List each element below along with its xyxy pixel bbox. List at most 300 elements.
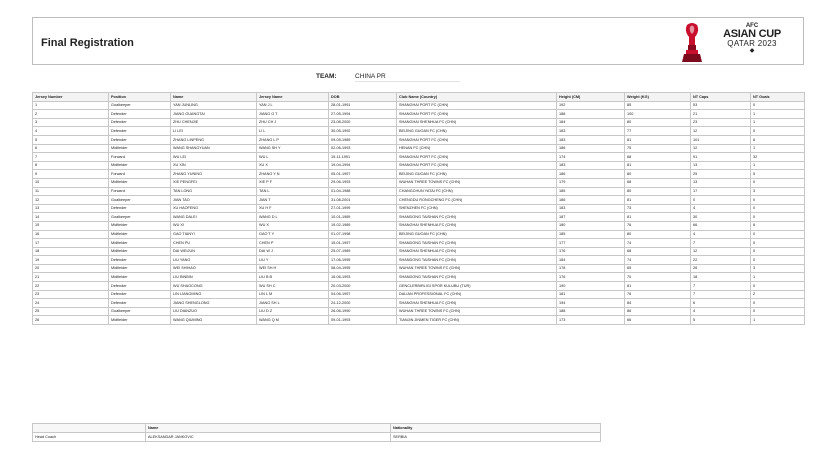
table-cell: 0 bbox=[751, 282, 805, 291]
table-cell: 188 bbox=[557, 307, 625, 316]
table-cell: CHANGCHUN YATAI FC (CHN) bbox=[397, 187, 557, 196]
table-row bbox=[33, 316, 805, 325]
table-cell: 0 bbox=[751, 196, 805, 205]
table-cell: WU X bbox=[257, 221, 329, 230]
table-cell: 09-01-1993 bbox=[329, 316, 397, 325]
table-cell: WANG D L bbox=[257, 213, 329, 222]
logo-line2: QATAR 2023 bbox=[727, 39, 777, 48]
table-cell: XU X bbox=[257, 161, 329, 170]
table-cell: 1 bbox=[751, 316, 805, 325]
table-cell: 1 bbox=[751, 273, 805, 282]
table-cell: YAN J L bbox=[257, 101, 329, 110]
table-cell: SHANDONG TAISHAN FC (CHN) bbox=[397, 273, 557, 282]
coach-cell: ALEKSANDAR JANKOVIC bbox=[146, 433, 391, 442]
table-cell: 4 bbox=[691, 204, 751, 213]
table-cell: 0 bbox=[751, 230, 805, 239]
table-cell: XU HAOFENG bbox=[171, 204, 257, 213]
table-row bbox=[33, 256, 805, 265]
table-cell: 77 bbox=[625, 127, 691, 136]
table-cell: 9 bbox=[33, 170, 109, 179]
table-cell: 184 bbox=[557, 118, 625, 127]
table-cell: 185 bbox=[557, 187, 625, 196]
table-cell: 19-02-1989 bbox=[329, 221, 397, 230]
table-cell: 10 bbox=[33, 178, 109, 187]
table-cell: 6 bbox=[33, 144, 109, 153]
table-cell: Defender bbox=[109, 256, 171, 265]
table-cell: 74 bbox=[625, 239, 691, 248]
table-cell: DAI WEIJUN bbox=[171, 247, 257, 256]
table-cell: Midfielder bbox=[109, 239, 171, 248]
table-row bbox=[33, 110, 805, 119]
table-cell: 16 bbox=[33, 230, 109, 239]
table-cell: 21 bbox=[33, 273, 109, 282]
table-row bbox=[33, 127, 805, 136]
logo-line1: ASIAN CUP bbox=[723, 28, 781, 40]
table-cell: JIAN TAO bbox=[171, 196, 257, 205]
table-cell: SHANGHAI PORT FC (CHN) bbox=[397, 153, 557, 162]
table-cell: WEI SH H bbox=[257, 264, 329, 273]
table-cell: LIU Y bbox=[257, 256, 329, 265]
table-cell: SHENZHEN FC (CHN) bbox=[397, 204, 557, 213]
table-cell: 80 bbox=[625, 170, 691, 179]
registration-table bbox=[32, 92, 805, 325]
table-cell: 81 bbox=[625, 161, 691, 170]
table-cell: 173 bbox=[557, 316, 625, 325]
table-row bbox=[33, 101, 805, 110]
table-cell: 73 bbox=[625, 204, 691, 213]
table-cell: LIN L M bbox=[257, 290, 329, 299]
table-cell: 81 bbox=[625, 135, 691, 144]
team-row bbox=[0, 73, 835, 85]
table-cell: TIANJIN JINMEN TIGER FC (CHN) bbox=[397, 316, 557, 325]
table-row bbox=[33, 187, 805, 196]
table-cell: 1 bbox=[751, 144, 805, 153]
coach-column-header: Nationality bbox=[391, 424, 601, 433]
table-row bbox=[33, 135, 805, 144]
table-cell: 7 bbox=[33, 153, 109, 162]
table-cell: 183 bbox=[557, 204, 625, 213]
table-cell: WU LEI bbox=[171, 153, 257, 162]
table-cell: TAN LONG bbox=[171, 187, 257, 196]
table-cell: 179 bbox=[557, 178, 625, 187]
table-cell: 12 bbox=[33, 196, 109, 205]
table-cell: 84 bbox=[625, 299, 691, 308]
table-cell: 0 bbox=[751, 213, 805, 222]
column-header: NT Caps bbox=[691, 93, 751, 102]
coach-column-header bbox=[33, 424, 146, 433]
table-cell: BEIJING GUOAN FC (CHN) bbox=[397, 127, 557, 136]
coach-header-row bbox=[33, 424, 601, 433]
table-cell: 180 bbox=[557, 221, 625, 230]
table-cell: 186 bbox=[557, 170, 625, 179]
table-cell: WANG SHANGYUAN bbox=[171, 144, 257, 153]
table-cell: WANG Q M bbox=[257, 316, 329, 325]
table-cell: 12 bbox=[691, 144, 751, 153]
table-cell: 05-01-1997 bbox=[329, 170, 397, 179]
table-cell: 5 bbox=[33, 135, 109, 144]
table-cell: 20 bbox=[33, 264, 109, 273]
table-cell: GAO T Y bbox=[257, 230, 329, 239]
table-cell: 75 bbox=[625, 144, 691, 153]
column-header: Jersey Number bbox=[33, 93, 109, 102]
column-header: Jersey Name bbox=[257, 93, 329, 102]
table-cell: Goalkeeper bbox=[109, 101, 171, 110]
table-cell: 26 bbox=[691, 264, 751, 273]
table-cell: BEIJING GUOAN FC (CHN) bbox=[397, 230, 557, 239]
table-cell: WU SH C bbox=[257, 282, 329, 291]
table-cell: 19 bbox=[33, 256, 109, 265]
table-cell: 186 bbox=[557, 144, 625, 153]
table-cell: 23-08-2000 bbox=[329, 118, 397, 127]
table-cell: 17 bbox=[691, 187, 751, 196]
table-cell: Defender bbox=[109, 299, 171, 308]
table-cell: 08-04-1995 bbox=[329, 264, 397, 273]
table-cell: 3 bbox=[33, 118, 109, 127]
table-cell: XIE P F bbox=[257, 178, 329, 187]
table-row bbox=[33, 247, 805, 256]
table-cell: 74 bbox=[625, 256, 691, 265]
table-row bbox=[33, 153, 805, 162]
team-label: TEAM: bbox=[316, 73, 337, 80]
table-cell: LIU DIANZUO bbox=[171, 307, 257, 316]
table-cell: WANG QIUMING bbox=[171, 316, 257, 325]
table-cell: 68 bbox=[625, 178, 691, 187]
table-cell: 27-01-1999 bbox=[329, 204, 397, 213]
table-cell: 28-01-1991 bbox=[329, 101, 397, 110]
table-cell: 4 bbox=[33, 127, 109, 136]
table-cell: Midfielder bbox=[109, 273, 171, 282]
table-cell: 0 bbox=[751, 299, 805, 308]
table-cell: 0 bbox=[751, 178, 805, 187]
table-cell: 02-06-1993 bbox=[329, 144, 397, 153]
table-cell: 0 bbox=[751, 247, 805, 256]
table-cell: WU L bbox=[257, 153, 329, 162]
table-row bbox=[33, 273, 805, 282]
table-cell: 15-01-1997 bbox=[329, 239, 397, 248]
table-cell: SHANDONG TAISHAN FC (CHN) bbox=[397, 239, 557, 248]
table-cell: 23 bbox=[33, 290, 109, 299]
table-cell: LI LEI bbox=[171, 127, 257, 136]
table-cell: 183 bbox=[557, 135, 625, 144]
table-cell: Defender bbox=[109, 290, 171, 299]
table-cell: 0 bbox=[751, 256, 805, 265]
table-cell: 30-05-1992 bbox=[329, 127, 397, 136]
table-cell: JIANG SHENGLONG bbox=[171, 299, 257, 308]
table-cell: 183 bbox=[557, 127, 625, 136]
table-cell: Forward bbox=[109, 187, 171, 196]
table-cell: XIE PENGFEI bbox=[171, 178, 257, 187]
table-cell: 188 bbox=[557, 110, 625, 119]
table-cell: 13 bbox=[33, 204, 109, 213]
table-cell: 16-06-1993 bbox=[329, 273, 397, 282]
table-cell: 14 bbox=[33, 213, 109, 222]
table-cell: Forward bbox=[109, 170, 171, 179]
table-cell: JIANG SH L bbox=[257, 299, 329, 308]
table-cell: 12 bbox=[691, 127, 751, 136]
column-header: NT Goals bbox=[751, 93, 805, 102]
table-cell: 5 bbox=[751, 170, 805, 179]
table-cell: 20-03-2000 bbox=[329, 282, 397, 291]
table-cell: WUHAN THREE TOWNS FC (CHN) bbox=[397, 264, 557, 273]
table-cell: WEI SHIHAO bbox=[171, 264, 257, 273]
table-cell: 09-05-1989 bbox=[329, 135, 397, 144]
column-header: Position bbox=[109, 93, 171, 102]
table-row bbox=[33, 230, 805, 239]
table-cell: 101 bbox=[691, 135, 751, 144]
table-cell: 176 bbox=[557, 273, 625, 282]
logo-org: AFC bbox=[745, 23, 759, 29]
coach-column-header: Name bbox=[146, 424, 391, 433]
table-cell: 7 bbox=[691, 282, 751, 291]
table-cell: JIANG G T bbox=[257, 110, 329, 119]
table-cell: GAO TIANYI bbox=[171, 230, 257, 239]
table-cell: ZHU CH J bbox=[257, 118, 329, 127]
table-cell: XU H F bbox=[257, 204, 329, 213]
table-cell: WUHAN THREE TOWNS FC (CHN) bbox=[397, 178, 557, 187]
table-cell: 25-07-1989 bbox=[329, 247, 397, 256]
table-cell: 85 bbox=[625, 101, 691, 110]
table-cell: SHANGHAI PORT FC (CHN) bbox=[397, 161, 557, 170]
table-cell: 7 bbox=[691, 290, 751, 299]
afc-asian-cup-logo bbox=[681, 21, 799, 63]
table-cell: LIN LIANGMING bbox=[171, 290, 257, 299]
table-cell: 18 bbox=[33, 247, 109, 256]
table-cell: Midfielder bbox=[109, 247, 171, 256]
table-cell: Midfielder bbox=[109, 221, 171, 230]
team-value: CHINA PR bbox=[355, 73, 460, 82]
table-cell: 65 bbox=[625, 264, 691, 273]
table-cell: SHANGHAI SHENHUA FC (CHN) bbox=[397, 247, 557, 256]
coach-row bbox=[33, 433, 601, 442]
trophy-icon bbox=[681, 21, 703, 63]
table-cell: 100 bbox=[625, 110, 691, 119]
table-cell: 0 bbox=[751, 127, 805, 136]
table-cell: 80 bbox=[625, 118, 691, 127]
column-header: Club Name (Country) bbox=[397, 93, 557, 102]
table-row bbox=[33, 178, 805, 187]
table-cell: HENAN FC (CHN) bbox=[397, 144, 557, 153]
table-cell: 76 bbox=[625, 221, 691, 230]
table-cell: 0 bbox=[751, 239, 805, 248]
table-cell: 185 bbox=[557, 230, 625, 239]
table-cell: 25 bbox=[33, 307, 109, 316]
table-cell: 68 bbox=[625, 247, 691, 256]
table-cell: 15 bbox=[33, 221, 109, 230]
table-body bbox=[33, 101, 805, 324]
table-cell: 30 bbox=[691, 213, 751, 222]
table-cell: Defender bbox=[109, 118, 171, 127]
table-cell: XU XIN bbox=[171, 161, 257, 170]
table-row bbox=[33, 196, 805, 205]
table-cell: 70 bbox=[625, 273, 691, 282]
coach-table bbox=[32, 423, 601, 442]
table-cell: 0 bbox=[751, 204, 805, 213]
table-cell: 0 bbox=[691, 196, 751, 205]
table-cell: CHEN P bbox=[257, 239, 329, 248]
table-cell: 24-12-2000 bbox=[329, 299, 397, 308]
table-cell: 24 bbox=[33, 299, 109, 308]
table-cell: Goalkeeper bbox=[109, 196, 171, 205]
table-cell: 22 bbox=[691, 256, 751, 265]
table-cell: WUHAN THREE TOWNS FC (CHN) bbox=[397, 307, 557, 316]
table-cell: 53 bbox=[691, 101, 751, 110]
table-cell: ZHU CHENJIE bbox=[171, 118, 257, 127]
table-cell: 17 bbox=[33, 239, 109, 248]
table-cell: WU SHAOCONG bbox=[171, 282, 257, 291]
table-cell: 29-06-1993 bbox=[329, 178, 397, 187]
table-cell: 25 bbox=[691, 170, 751, 179]
table-cell: 66 bbox=[625, 316, 691, 325]
table-cell: LIU B B bbox=[257, 273, 329, 282]
table-cell: 76 bbox=[625, 290, 691, 299]
table-cell: Defender bbox=[109, 110, 171, 119]
table-cell: WU XI bbox=[171, 221, 257, 230]
table-cell: Defender bbox=[109, 127, 171, 136]
table-cell: 1 bbox=[33, 101, 109, 110]
coach-cell: Head Coach bbox=[33, 433, 146, 442]
table-cell: 21 bbox=[691, 110, 751, 119]
table-cell: LIU D Z bbox=[257, 307, 329, 316]
table-header-row bbox=[33, 93, 805, 102]
table-cell: ZHANG Y N bbox=[257, 170, 329, 179]
table-cell: YAN JUNLING bbox=[171, 101, 257, 110]
table-cell: DALIAN PROFESSIONAL FC (CHN) bbox=[397, 290, 557, 299]
table-cell: 12 bbox=[691, 247, 751, 256]
table-row bbox=[33, 239, 805, 248]
table-cell: WANG DALEI bbox=[171, 213, 257, 222]
table-cell: 81 bbox=[625, 196, 691, 205]
column-header: DOB bbox=[329, 93, 397, 102]
table-cell: 4 bbox=[691, 307, 751, 316]
table-cell: 5 bbox=[691, 316, 751, 325]
table-cell: Midfielder bbox=[109, 144, 171, 153]
table-cell: 01-04-1988 bbox=[329, 187, 397, 196]
table-cell: 0 bbox=[751, 101, 805, 110]
table-row bbox=[33, 161, 805, 170]
table-cell: ZHANG L P bbox=[257, 135, 329, 144]
table-row bbox=[33, 290, 805, 299]
table-cell: 19-11-1991 bbox=[329, 153, 397, 162]
table-cell: JIANG GUANGTAI bbox=[171, 110, 257, 119]
table-cell: DAI W J bbox=[257, 247, 329, 256]
table-cell: 8 bbox=[33, 161, 109, 170]
logo-mark: ◆ bbox=[749, 48, 755, 54]
table-cell: 66 bbox=[691, 221, 751, 230]
table-cell: BEIJING GUOAN FC (CHN) bbox=[397, 170, 557, 179]
table-cell: Defender bbox=[109, 204, 171, 213]
table-cell: CHENGDU RONGCHENG FC (CHN) bbox=[397, 196, 557, 205]
table-row bbox=[33, 213, 805, 222]
table-cell: 174 bbox=[557, 153, 625, 162]
table-cell: SHANGHAI SHENHUA FC (CHN) bbox=[397, 118, 557, 127]
table-row bbox=[33, 299, 805, 308]
table-cell: SHANGHAI PORT FC (CHN) bbox=[397, 110, 557, 119]
table-cell: SHANDONG TAISHAN FC (CHN) bbox=[397, 213, 557, 222]
table-cell: 1 bbox=[751, 161, 805, 170]
table-cell: 80 bbox=[625, 187, 691, 196]
table-cell: Midfielder bbox=[109, 161, 171, 170]
table-cell: 1 bbox=[751, 110, 805, 119]
table-cell: 187 bbox=[557, 213, 625, 222]
table-cell: 17-06-1995 bbox=[329, 256, 397, 265]
table-row bbox=[33, 118, 805, 127]
table-cell: 01-07-1998 bbox=[329, 230, 397, 239]
column-header: Weight (KG) bbox=[625, 93, 691, 102]
table-cell: 4 bbox=[691, 230, 751, 239]
table-cell: 68 bbox=[625, 153, 691, 162]
table-cell: 2 bbox=[751, 290, 805, 299]
table-cell: 32 bbox=[751, 153, 805, 162]
table-cell: 6 bbox=[751, 135, 805, 144]
table-row bbox=[33, 204, 805, 213]
table-cell: Midfielder bbox=[109, 316, 171, 325]
table-cell: 10-01-1989 bbox=[329, 213, 397, 222]
table-cell: 81 bbox=[625, 282, 691, 291]
table-cell: 13 bbox=[691, 178, 751, 187]
table-cell: Goalkeeper bbox=[109, 213, 171, 222]
table-cell: 7 bbox=[691, 239, 751, 248]
table-cell: 2 bbox=[33, 110, 109, 119]
table-cell: 176 bbox=[557, 247, 625, 256]
table-cell: ZHANG LINPENG bbox=[171, 135, 257, 144]
table-cell: 0 bbox=[751, 307, 805, 316]
table-cell: ZHANG YUNING bbox=[171, 170, 257, 179]
table-row bbox=[33, 221, 805, 230]
table-cell: 183 bbox=[557, 161, 625, 170]
table-cell: 19-04-1994 bbox=[329, 161, 397, 170]
table-row bbox=[33, 144, 805, 153]
table-cell: LIU YANG bbox=[171, 256, 257, 265]
table-cell: 18 bbox=[691, 273, 751, 282]
table-cell: 3 bbox=[751, 264, 805, 273]
table-cell: Midfielder bbox=[109, 230, 171, 239]
table-cell: 3 bbox=[751, 187, 805, 196]
table-cell: Midfielder bbox=[109, 264, 171, 273]
table-row bbox=[33, 307, 805, 316]
table-cell: 81 bbox=[625, 213, 691, 222]
table-cell: 184 bbox=[557, 256, 625, 265]
table-cell: SHANGHAI SHENHUA FC (CHN) bbox=[397, 221, 557, 230]
table-cell: 23 bbox=[691, 118, 751, 127]
column-header: Height (CM) bbox=[557, 93, 625, 102]
table-cell: 86 bbox=[625, 307, 691, 316]
table-cell: 6 bbox=[751, 221, 805, 230]
coach-cell: SERBIA bbox=[391, 433, 601, 442]
table-cell: 6 bbox=[691, 299, 751, 308]
table-cell: Defender bbox=[109, 135, 171, 144]
table-cell: Defender bbox=[109, 282, 171, 291]
table-cell: 26-06-1990 bbox=[329, 307, 397, 316]
table-row bbox=[33, 264, 805, 273]
table-cell: 190 bbox=[557, 282, 625, 291]
table-cell: 186 bbox=[557, 196, 625, 205]
table-row bbox=[33, 170, 805, 179]
header-box bbox=[32, 17, 804, 65]
table-cell: 91 bbox=[691, 153, 751, 162]
page-title: Final Registration bbox=[41, 37, 134, 49]
table-cell: CHEN PU bbox=[171, 239, 257, 248]
table-cell: GENCLERBIRLIGI SPOR KULUBU (TUR) bbox=[397, 282, 557, 291]
table-cell: Midfielder bbox=[109, 178, 171, 187]
table-cell: LIU BINBIN bbox=[171, 273, 257, 282]
table-cell: 31-08-2001 bbox=[329, 196, 397, 205]
table-cell: 194 bbox=[557, 299, 625, 308]
table-row bbox=[33, 282, 805, 291]
table-cell: LI L bbox=[257, 127, 329, 136]
table-cell: 1 bbox=[751, 118, 805, 127]
table-cell: 178 bbox=[557, 264, 625, 273]
table-cell: TAN L bbox=[257, 187, 329, 196]
